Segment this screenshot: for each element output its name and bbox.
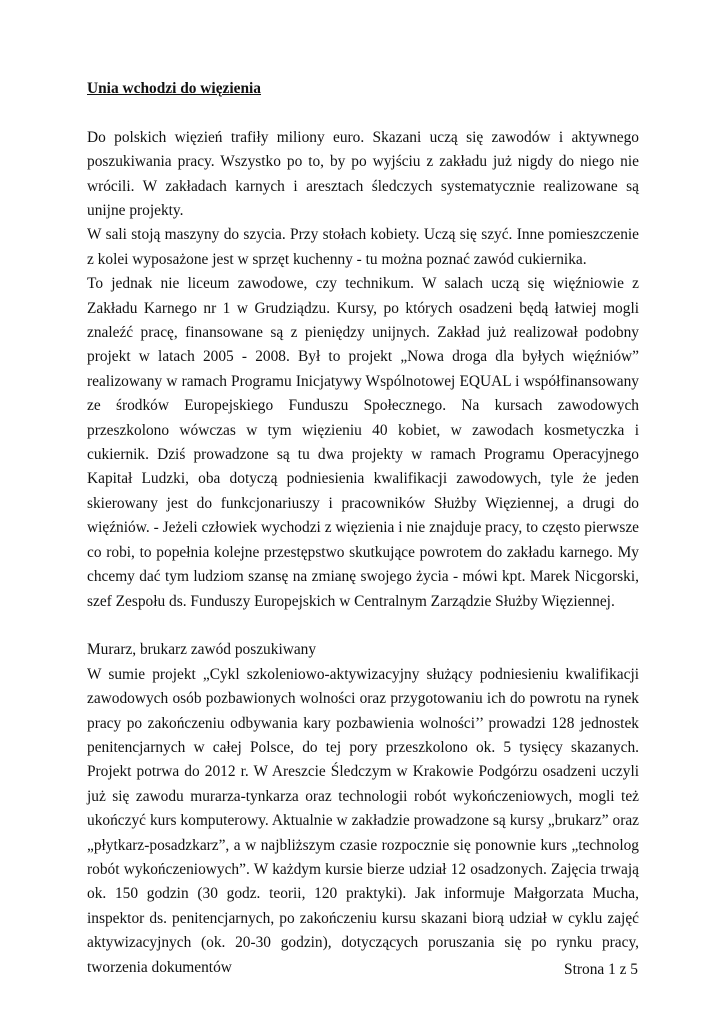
paragraph-grudziadz: To jednak nie liceum zawodowe, czy technikum. W salach uczą się więźniowie z Zakładu Karnego nr 1 w Grudziądzu. Kursy, po których osadzeni będą łatwiej mogli znaleźć pracę, finansowane są z pieniędzy unijnych. Zakład już realizował podobny projekt w latach 2005 - 2008. Był to projekt „Nowa droga dla byłych więźniów” realizowany w ramach Programu Inicjatywy Wspólnotowej EQUAL i współfinansowany ze środków Europejskiego Funduszu Społecznego. Na kursach zawodowych przeszkolono wówczas w tym więzieniu 40 kobiet, w zawodach kosmetyczka i cukiernik. Dziś prowadzone są tu dwa projekty w ramach Programu Operacyjnego Kapitał Ludzki, oba dotyczą podniesienia kwalifikacji zawodowych, tyle że jeden skierowany jest do funkcjonariuszy i pracowników Służby Więziennej, a drugi do więźniów. - Jeżeli człowiek wychodzi z więzienia i nie znajduje pracy, to często pierwsze co robi, to popełnia kolejne przestępstwo skutkujące powrotem do zakładu karnego. My chcemy dać tym ludziom szansę na zmianę swojego życia - mówi kpt. Marek Nicgorski, szef Zespołu ds. Funduszy Europejskich w Centralnym Zarządzie Służby Więziennej. [87,275,639,610]
spacer [87,614,639,638]
spacer [87,101,639,125]
paragraph-project-summary: W sumie projekt „Cykl szkoleniowo-aktywizacyjny służący podniesieniu kwalifikacji zawodowych osób pozbawionych wolności oraz przygotowaniu ich do powrotu na rynek pracy po zakończeniu odbywania kary pozbawienia wolności’’ prowadzi 128 jednostek penitencjarnych w całej Polsce, do tej pory przeszkolono ok. 5 tysięcy skazanych. Projekt potrwa do 2012 r. W Areszcie Śledczym w Krakowie Podgórzu osadzeni uczyli już się zawodu murarza-tynkarza oraz technologii robót wykończeniowych, mogli też ukończyć kurs komputerowy. Aktualnie w zakładzie prowadzone są kursy „brukarz” oraz „płytkarz-posadzkarz”, a w najbliższym czasie rozpocznie się ponownie kurs „technolog robót wykończeniowych”. W każdym kursie bierze udział 12 osadzonych. Zajęcia trwają ok. 150 godzin (30 godz. teorii, 120 praktyki). Jak informuje Małgorzata Mucha, inspektor ds. penitencjarnych, po zakończeniu kursu skazani biorą udział w cyklu zajęć aktywizacyjnych (ok. 20-30 godzin), dotyczących poruszania się po rynku pracy, tworzenia dokumentów [87,665,639,976]
paragraph-intro: Do polskich więzień trafiły miliony euro. Skazani uczą się zawodów i aktywnego poszukiwania pracy. Wszystko po to, by po wyjściu z zakładu już nigdy do niego nie wrócili. W zakładach karnych i aresztach śledczych systematycznie realizowane są unijne projekty. [87,128,639,220]
article-body [87,77,639,980]
paragraph-sewing-room: W sali stoją maszyny do szycia. Przy stołach kobiety. Uczą się szyć. Inne pomieszczenie z kolei wyposażone jest w sprzęt kuchenny - tu można poznać zawód cukiernika. [87,226,639,268]
article-title: Unia wchodzi do więzienia [87,80,262,97]
page-number: Strona 1 z 5 [564,961,638,978]
section-subheading: Murarz, brukarz zawód poszukiwany [87,641,317,659]
